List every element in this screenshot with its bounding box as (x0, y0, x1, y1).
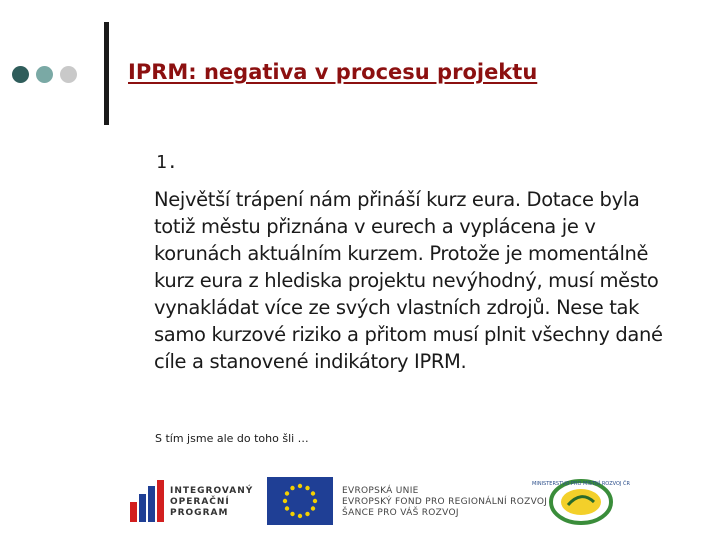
eu-star (311, 506, 315, 510)
main-paragraph: Největší trápení nám přináší kurz eura. Dotace byla totiž městu přiznána v eurech a vyplácena je v korunách aktuálním kurzem. Protože je momentálně kurz eura z hlediska projektu nevýhodný, musí město vynakládat více ze svých vlastních zdrojů. Nese tak samo kurzové riziko a přitom musí plnit všechny dané cíle a stanovené indikátory IPRM. (154, 188, 663, 373)
mmr-logo (532, 476, 630, 528)
title-divider (104, 22, 109, 125)
eu-star (305, 512, 309, 516)
eu-logo-text: EVROPSKÁ UNIE EVROPSKÝ FOND PRO REGIONÁLNÍ ROZVOJ ŠANCE PRO VÁŠ ROZVOJ (342, 486, 548, 518)
dot-mid (36, 66, 53, 83)
decorative-dots (12, 66, 77, 83)
eu-star (283, 499, 287, 503)
eu-star (290, 512, 294, 516)
slide-title: IPRM: negativa v procesu projektu (128, 60, 538, 84)
list-number: 1. (156, 152, 178, 173)
eu-star (285, 506, 289, 510)
iop-logo-text: INTEGROVANÝ OPERAČNÍ PROGRAM (170, 486, 254, 518)
eu-star (313, 499, 317, 503)
footnote: S tím jsme ale do toho šli … (155, 432, 309, 445)
eu-star (298, 514, 302, 518)
dot-light (60, 66, 77, 83)
eu-star (305, 486, 309, 490)
eu-star (285, 491, 289, 495)
mmr-logo-text: MINISTERSTVO PRO MÍSTNÍ ROZVOJ ČR (532, 481, 630, 487)
footer-logos (0, 472, 720, 532)
eu-star (290, 486, 294, 490)
iop-logo-mark (128, 480, 166, 524)
dot-dark (12, 66, 29, 83)
eu-star (311, 491, 315, 495)
eu-flag-icon (267, 477, 333, 525)
eu-star (298, 484, 302, 488)
